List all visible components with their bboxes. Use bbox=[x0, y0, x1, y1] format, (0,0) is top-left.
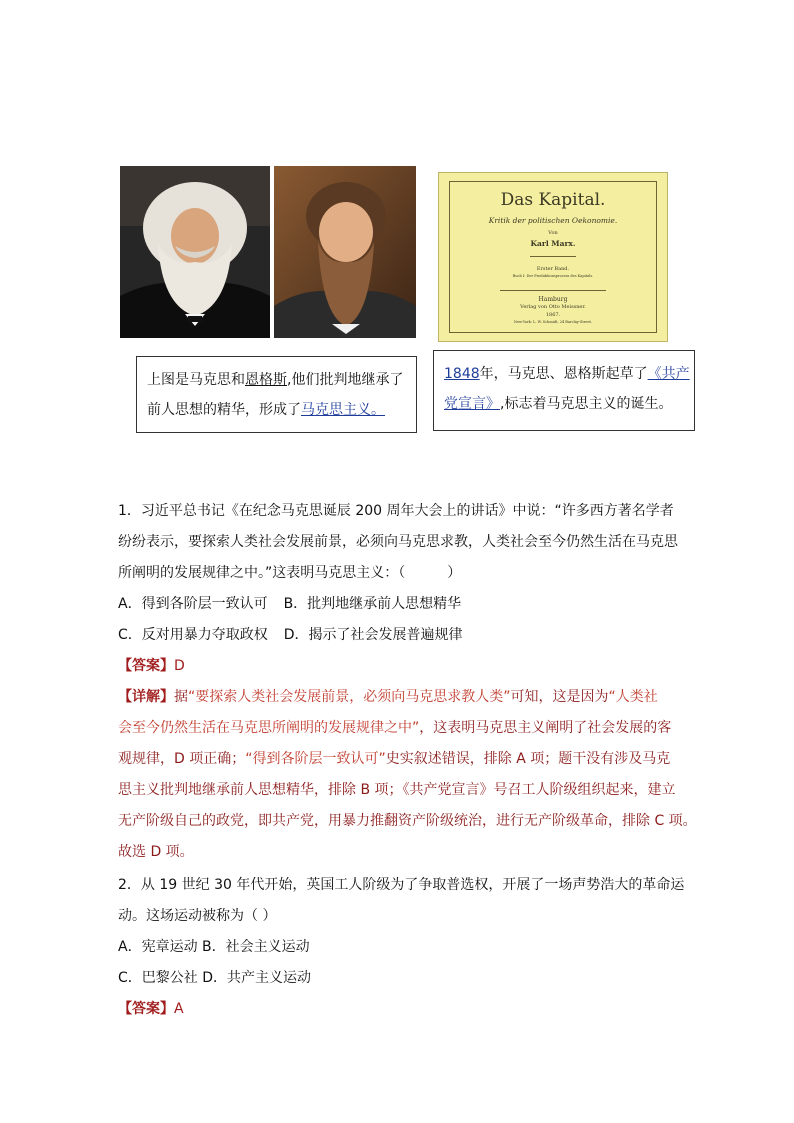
caption-box-left bbox=[136, 356, 417, 433]
q1-detail-quote3: “得到各阶层一致认可” bbox=[245, 751, 386, 767]
book-title: Das Kapital. bbox=[500, 190, 606, 210]
q1-answer bbox=[118, 655, 678, 675]
book-cover-frame bbox=[449, 181, 657, 333]
q1-answer-value: D bbox=[174, 658, 185, 674]
q1-detail-label: 【详解】 bbox=[118, 689, 174, 705]
book-place: Hamburg bbox=[538, 296, 568, 303]
year-1848-link[interactable]: 1848 bbox=[444, 366, 480, 382]
q1-detail-quote1: “要探索人类社会发展前景，必须向马克思求教人类” bbox=[188, 689, 511, 705]
engels-portrait bbox=[274, 166, 416, 338]
q1-option-b[interactable]: B．批判地继承前人思想精华 bbox=[283, 596, 462, 612]
q1-option-c[interactable]: C．反对用暴力夺取政权 bbox=[118, 627, 268, 643]
caption-left-text1: 上图是马克思和 bbox=[147, 372, 245, 388]
book-subtitle: Kritik der politischen Oekonomie. bbox=[488, 216, 618, 225]
caption-right-text1: 年，马克思、恩格斯起草了 bbox=[479, 366, 648, 382]
engels-link[interactable]: 恩格斯 bbox=[245, 372, 287, 388]
marxism-link[interactable]: 马克思主义。 bbox=[301, 402, 385, 418]
book-author: Karl Marx. bbox=[530, 239, 576, 248]
q2-line1: 2．从 19 世纪 30 年代开始，英国工人阶级为了争取普选权，开展了一场声势浩大的革命运 bbox=[118, 877, 685, 893]
q2-line2: 动。这场运动被称为（ ） bbox=[118, 908, 277, 924]
q1-detail-text5: 史实叙述错误，排除 A 项；题干没有涉及马克 bbox=[385, 751, 671, 767]
marx-portrait bbox=[120, 166, 270, 338]
q1-detail-quote2: “人类社 bbox=[608, 689, 658, 705]
caption-right-line2 bbox=[444, 389, 684, 419]
q1-answer-label: 【答案】 bbox=[118, 658, 174, 674]
book-divider-2 bbox=[500, 290, 606, 291]
book-volume: Erster Band. bbox=[536, 266, 570, 272]
q1-detail-line6: 故选 D 项。 bbox=[118, 844, 194, 860]
book-publisher: Verlag von Otto Meissner. bbox=[520, 304, 586, 310]
caption-right-text2: ,标志着马克思主义的诞生。 bbox=[500, 396, 673, 412]
q2-options-cd[interactable]: C．巴黎公社 D．共产主义运动 bbox=[118, 970, 312, 986]
q1-detail-line2 bbox=[118, 717, 678, 737]
caption-left-line1 bbox=[147, 365, 406, 395]
das-kapital-cover bbox=[438, 172, 668, 342]
q1-options-ab bbox=[118, 593, 678, 613]
q1-detail-text1: 据 bbox=[174, 689, 188, 705]
caption-left-line2 bbox=[147, 395, 406, 425]
q2-options-ab[interactable]: A．宪章运动 B．社会主义运动 bbox=[118, 939, 310, 955]
manifesto-link-part2[interactable]: 党宣言》 bbox=[444, 396, 500, 412]
caption-right-line1 bbox=[444, 359, 690, 389]
book-imprint: New-York: L. W. Schmidt, 24 Barclay-Street. bbox=[513, 320, 593, 324]
q1-option-a[interactable]: A．得到各阶层一致认可 bbox=[118, 596, 268, 612]
q1-detail-text2: 可知，这是因为 bbox=[510, 689, 609, 705]
q1-detail-line3 bbox=[118, 748, 678, 768]
q1-line1: 1．习近平总书记《在纪念马克思诞辰 200 周年大会上的讲话》中说：“许多西方著名学者 bbox=[118, 503, 674, 519]
book-year: 1867. bbox=[545, 312, 561, 318]
q1-detail-text3: ，这表明马克思主义阐明了社会发展的客 bbox=[419, 720, 672, 736]
q2-answer bbox=[118, 998, 678, 1018]
q1-line3: 所阐明的发展规律之中。”这表明马克思主义：（ ） bbox=[118, 565, 462, 581]
q1-detail-line4: 思主义批判地继承前人思想精华，排除 B 项；《共产党宣言》号召工人阶级组织起来，建立 bbox=[118, 782, 676, 798]
manifesto-link-part1[interactable]: 《共产 bbox=[647, 366, 690, 382]
q1-option-d[interactable]: D．揭示了社会发展普遍规律 bbox=[283, 627, 463, 643]
book-divider bbox=[530, 256, 576, 257]
q2-answer-value: A bbox=[174, 1001, 184, 1017]
book-by: Von bbox=[548, 230, 558, 236]
q1-options-cd bbox=[118, 624, 678, 644]
q1-detail-line1 bbox=[118, 686, 678, 706]
q1-detail-quote2b: 会至今仍然生活在马克思所阐明的发展规律之中” bbox=[118, 720, 420, 736]
caption-left-text2: ,他们批判地继承了 bbox=[287, 372, 404, 388]
caption-left-text3: 前人思想的精华，形成了 bbox=[147, 402, 301, 418]
q1-detail-text4: 观规律，D 项正确； bbox=[118, 751, 246, 767]
q1-line2: 纷纷表示，要探索人类社会发展前景，必须向马克思求教，人类社会至今仍然生活在马克思 bbox=[118, 534, 678, 550]
q2-answer-label: 【答案】 bbox=[118, 1001, 174, 1017]
book-volume-sub: Buch I: Der Produktionsprocess des Kapitals. bbox=[512, 274, 594, 278]
q1-detail-line5: 无产阶级自己的政党，即共产党，用暴力推翻资产阶级统治，进行无产阶级革命，排除 C 项。 bbox=[118, 813, 697, 829]
caption-box-right bbox=[433, 350, 695, 431]
